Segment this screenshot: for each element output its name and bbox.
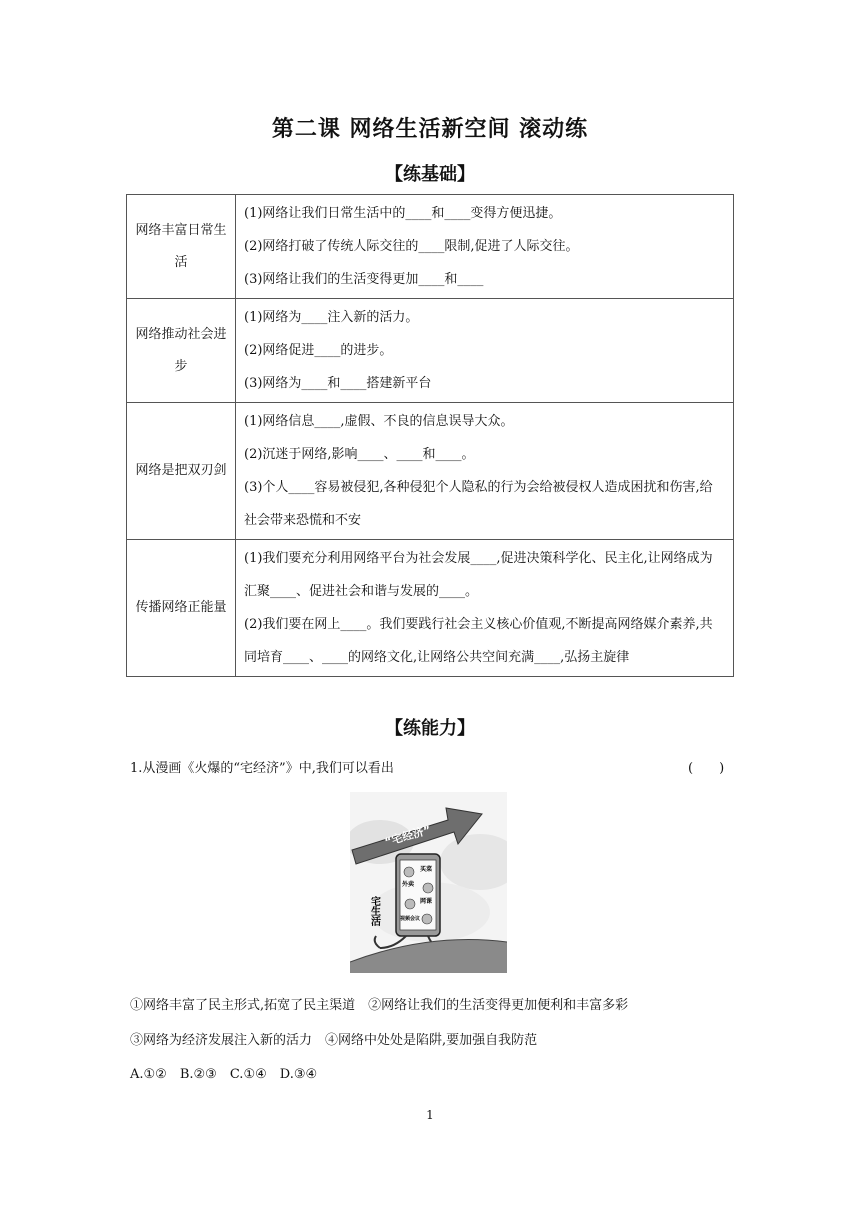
content-line: (2)网络促进____的进步。 bbox=[244, 343, 393, 358]
content-line: (2)我们要在网上____。我们要践行社会主义核心价值观,不断提高网络媒介素养,共同培育____、____的网络文化,让网络公共空间充满____,弘扬主旋律 bbox=[244, 617, 713, 665]
arrow-label: “宅经济” bbox=[383, 823, 433, 849]
row-content bbox=[236, 195, 734, 299]
row-content bbox=[236, 403, 734, 540]
section-title-basics: 【练基础】 bbox=[385, 164, 475, 185]
section-title-ability: 【练能力】 bbox=[385, 718, 475, 739]
row-topic: 网络推动社会进步 bbox=[127, 299, 236, 403]
cartoon-illustration bbox=[350, 792, 507, 973]
content-line: (3)网络为____和____搭建新平台 bbox=[244, 376, 432, 391]
row-topic: 网络丰富日常生活 bbox=[127, 195, 236, 299]
side-label: 宅生活 bbox=[368, 896, 380, 926]
statements-line-2: ③网络为经济发展注入新的活力 ④网络中处处是陷阱,要加强自我防范 bbox=[130, 1033, 538, 1048]
basics-table bbox=[126, 194, 734, 677]
content-line: (1)网络为____注入新的活力。 bbox=[244, 310, 419, 325]
screen-label: 买菜 bbox=[420, 866, 433, 873]
content-line: (3)个人____容易被侵犯,各种侵犯个人隐私的行为会给被侵权人造成困扰和伤害,给社会带来恐慌和不安 bbox=[244, 480, 713, 528]
page-number: 1 bbox=[426, 1108, 434, 1122]
question-stem: 1.从漫画《火爆的“宅经济”》中,我们可以看出 bbox=[130, 761, 394, 776]
row-content bbox=[236, 299, 734, 403]
row-content bbox=[236, 540, 734, 677]
row-topic: 传播网络正能量 bbox=[127, 540, 236, 677]
statements-line-1: ①网络丰富了民主形式,拓宽了民主渠道 ②网络让我们的生活变得更加便利和丰富多彩 bbox=[130, 998, 629, 1013]
screen-label: 外卖 bbox=[402, 881, 415, 888]
table-row bbox=[127, 540, 734, 677]
answer-parentheses: ( ) bbox=[688, 761, 725, 776]
table-row bbox=[127, 299, 734, 403]
table-row bbox=[127, 195, 734, 299]
row-topic: 网络是把双刃剑 bbox=[127, 403, 236, 540]
screen-label: 网课 bbox=[420, 898, 433, 905]
page-title: 第二课 网络生活新空间 滚动练 bbox=[271, 117, 589, 142]
table-row bbox=[127, 403, 734, 540]
content-line: (1)网络信息____,虚假、不良的信息误导大众。 bbox=[244, 414, 514, 429]
content-line: (1)网络让我们日常生活中的____和____变得方便迅捷。 bbox=[244, 206, 562, 221]
content-line: (2)沉迷于网络,影响____、____和____。 bbox=[244, 447, 475, 462]
screen-label: 视频会议 bbox=[400, 916, 421, 922]
content-line: (2)网络打破了传统人际交往的____限制,促进了人际交往。 bbox=[244, 239, 579, 254]
content-line: (3)网络让我们的生活变得更加____和____ bbox=[244, 272, 484, 287]
answer-choices: A.①② B.②③ C.①④ D.③④ bbox=[130, 1067, 318, 1082]
content-line: (1)我们要充分利用网络平台为社会发展____,促进决策科学化、民主化,让网络成为汇聚____、促进社会和谐与发展的____。 bbox=[244, 551, 713, 599]
